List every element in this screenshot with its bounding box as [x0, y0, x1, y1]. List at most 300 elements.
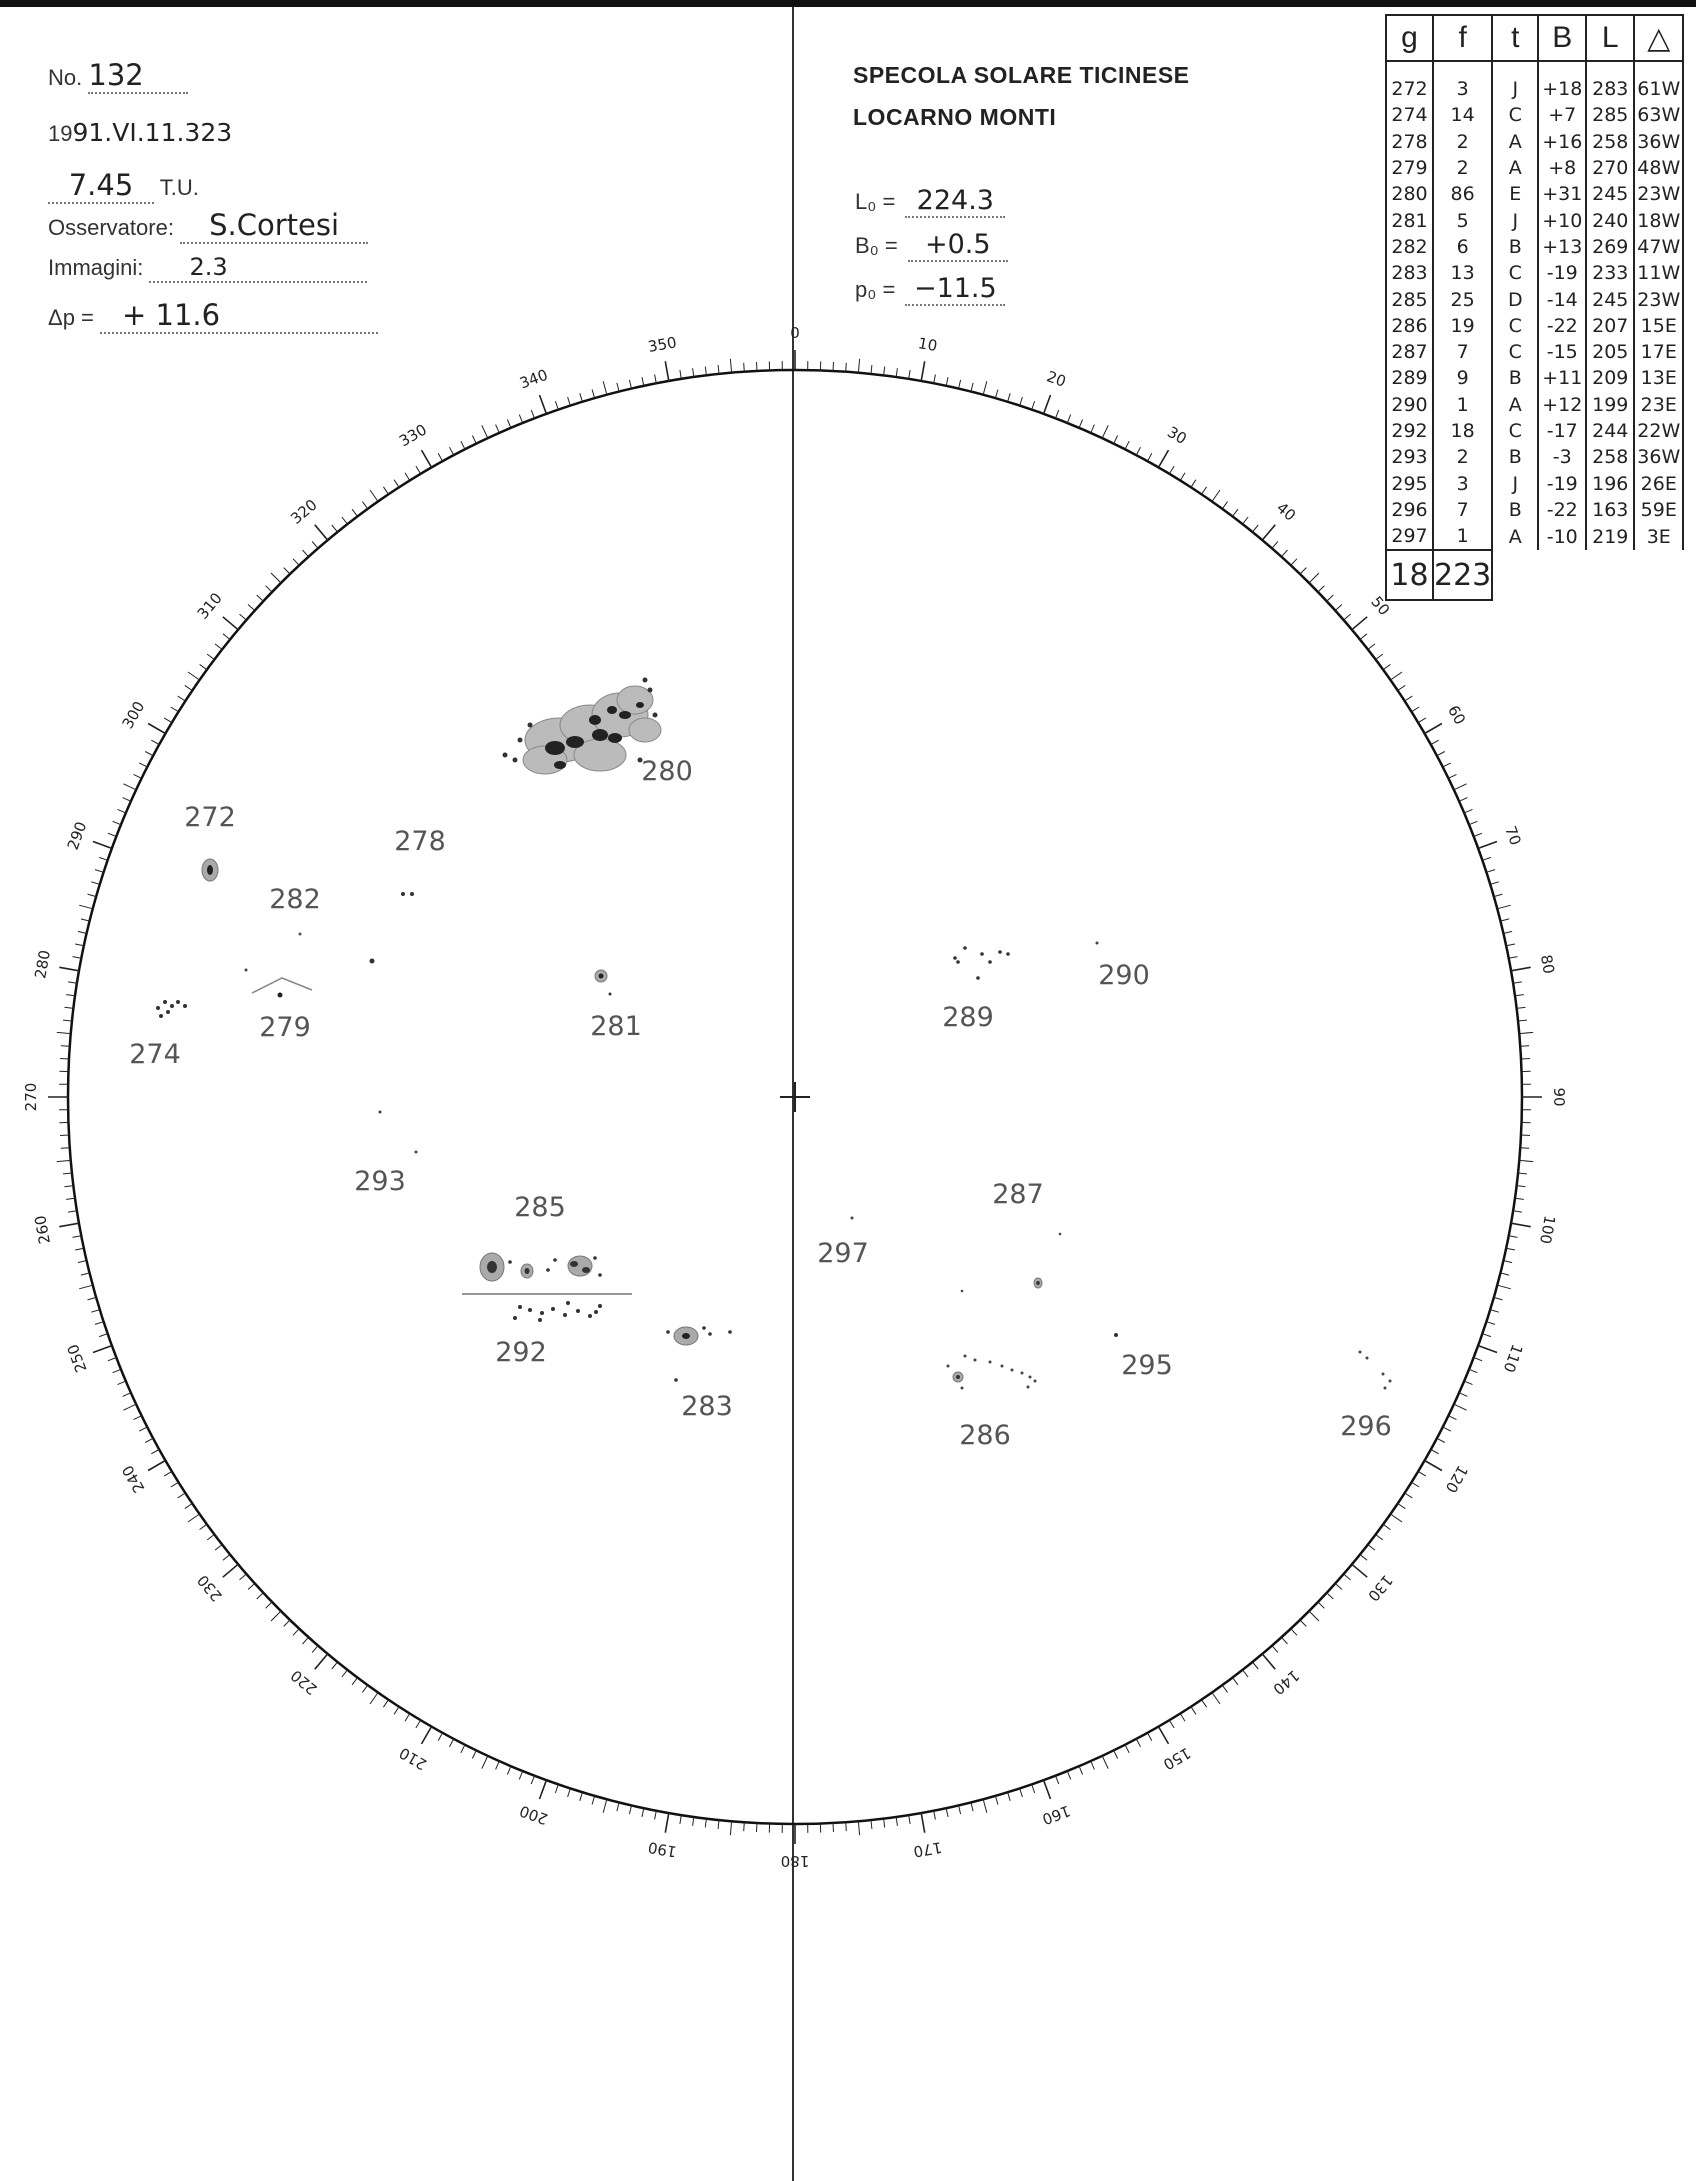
dial-tick — [1344, 1574, 1351, 1580]
dial-tick — [1327, 1593, 1334, 1599]
dial-tick — [1469, 821, 1477, 824]
sunspot-280 — [554, 761, 566, 769]
cell-L: 209 — [1586, 365, 1634, 391]
column-header-L: L — [1586, 15, 1634, 61]
sunspot-289 — [998, 950, 1002, 954]
sunspot-286 — [1021, 1372, 1024, 1375]
dial-tick — [531, 1776, 534, 1784]
dial-tick — [223, 1564, 238, 1577]
dial-label: 130 — [1364, 1571, 1397, 1605]
dial-tick — [93, 1346, 112, 1353]
group-label-292: 292 — [495, 1337, 547, 1368]
dial-tick — [81, 919, 90, 921]
dial-tick — [1486, 870, 1495, 873]
cell-L: 245 — [1586, 286, 1634, 312]
cell-t: A — [1492, 392, 1538, 418]
sunspot-285 — [508, 1260, 512, 1264]
sunspot-285 — [593, 1256, 597, 1260]
sunspot-280 — [653, 713, 658, 718]
dial-tick — [266, 586, 272, 592]
dial-tick — [1360, 1555, 1367, 1561]
observer-label: Osservatore: — [48, 215, 174, 240]
cell-L: 199 — [1586, 392, 1634, 418]
dial-label: 40 — [1273, 498, 1300, 525]
dial-tick — [185, 685, 193, 690]
dial-tick — [983, 1799, 987, 1813]
cell-delta: 23W — [1634, 286, 1683, 312]
dial-tick — [148, 1461, 165, 1471]
sunspot-289 — [963, 946, 967, 950]
cell-t: C — [1492, 313, 1538, 339]
dial-tick — [118, 809, 126, 813]
cell-B: +11 — [1538, 365, 1586, 391]
dial-tick — [1253, 525, 1259, 532]
cell-t: C — [1492, 260, 1538, 286]
dial-tick — [909, 370, 910, 379]
cell-B: -19 — [1538, 470, 1586, 496]
sunspot-280 — [518, 738, 523, 743]
cell-delta: 36W — [1634, 444, 1683, 470]
dial-tick — [858, 359, 859, 373]
date-prefix: 19 — [48, 121, 73, 146]
dial-tick — [580, 393, 583, 402]
dial-label: 260 — [31, 1214, 54, 1246]
dial-tick — [1020, 397, 1023, 406]
dial-label: 230 — [193, 1571, 226, 1605]
group-label-287: 287 — [992, 1179, 1044, 1210]
sunspot-274 — [156, 1006, 160, 1010]
cell-g: 295 — [1386, 470, 1433, 496]
group-label-280: 280 — [641, 756, 693, 787]
dial-tick — [450, 447, 454, 455]
dial-tick — [1448, 774, 1456, 778]
dial-tick — [1091, 1761, 1095, 1769]
date-value: 91.VI.11.323 — [72, 118, 233, 147]
dial-tick — [519, 1771, 522, 1779]
dial-tick — [617, 383, 619, 392]
sunspot-285 — [525, 1268, 530, 1274]
dial-tick — [934, 1811, 936, 1820]
dial-tick — [75, 944, 84, 946]
dial-label: 250 — [63, 1341, 91, 1375]
dial-tick — [1431, 740, 1439, 744]
dial-tick — [99, 857, 108, 860]
dial-tick — [178, 1493, 186, 1498]
dial-tick — [1222, 502, 1227, 509]
dial-tick — [519, 415, 522, 423]
cell-delta: 17E — [1634, 339, 1683, 365]
cell-delta: 63W — [1634, 102, 1683, 128]
cell-B: -3 — [1538, 444, 1586, 470]
dial-tick — [315, 525, 328, 540]
dial-tick — [921, 361, 925, 381]
dial-tick — [1464, 809, 1472, 813]
dial-tick — [79, 905, 93, 909]
cell-L: 285 — [1586, 102, 1634, 128]
dial-tick — [68, 982, 77, 983]
cell-B: -22 — [1538, 313, 1586, 339]
cell-f: 19 — [1433, 313, 1492, 339]
dial-tick — [896, 368, 897, 377]
cell-f: 13 — [1433, 260, 1492, 286]
sunspot-283 — [682, 1333, 690, 1339]
param-label: B₀ = — [855, 233, 898, 258]
dial-label: 90 — [1550, 1087, 1568, 1107]
cell-delta: 22W — [1634, 418, 1683, 444]
cell-delta: 13E — [1634, 365, 1683, 391]
dial-tick — [293, 559, 299, 566]
dial-tick — [1202, 1700, 1207, 1708]
dial-label: 10 — [916, 334, 939, 356]
cell-g: 274 — [1386, 102, 1433, 128]
images-value: 2.3 — [149, 253, 367, 283]
dial-tick — [1448, 1416, 1456, 1420]
cell-delta: 15E — [1634, 313, 1683, 339]
dial-tick — [1159, 450, 1169, 467]
dial-tick — [223, 617, 238, 630]
dial-label: 300 — [118, 698, 149, 732]
dial-tick — [1405, 1493, 1413, 1498]
dial-tick — [1222, 1685, 1227, 1692]
cell-L: 283 — [1586, 61, 1634, 102]
group-label-286: 286 — [959, 1420, 1011, 1451]
dial-tick — [1517, 1007, 1526, 1008]
sunspot-289 — [980, 952, 984, 956]
dial-tick — [540, 395, 547, 414]
dial-tick — [352, 509, 357, 516]
dial-tick — [995, 1796, 998, 1805]
dial-tick — [1443, 1427, 1451, 1431]
cell-L: 258 — [1586, 129, 1634, 155]
sunspot-281 — [609, 993, 612, 996]
dial-tick — [188, 672, 200, 680]
dial-tick — [151, 1450, 159, 1454]
dial-tick — [438, 453, 442, 461]
sunspot-280 — [513, 758, 518, 763]
dial-tick — [871, 1820, 872, 1829]
sunspots — [156, 678, 1392, 1390]
dial-tick — [496, 425, 500, 433]
sunspot-274 — [163, 1000, 167, 1004]
cell-t: A — [1492, 155, 1538, 181]
dial-tick — [1282, 550, 1288, 557]
sunspot-281 — [599, 974, 604, 979]
cell-B: -19 — [1538, 260, 1586, 286]
dial-tick — [1515, 995, 1524, 996]
cell-g: 290 — [1386, 392, 1433, 418]
cell-f: 3 — [1433, 470, 1492, 496]
dial-tick — [178, 696, 186, 701]
sunspot-286 — [956, 1375, 960, 1379]
sunspot-285 — [487, 1261, 497, 1273]
dial-tick — [1398, 685, 1406, 690]
dial-tick — [207, 654, 214, 659]
group-label-290: 290 — [1098, 960, 1150, 991]
dial-tick — [1067, 1771, 1070, 1779]
dial-tick — [63, 1020, 72, 1021]
dial-tick — [482, 425, 488, 438]
cell-t: A — [1492, 129, 1538, 155]
sunspot-287 — [1059, 1233, 1062, 1236]
dial-tick — [185, 1504, 193, 1509]
cell-t: A — [1492, 523, 1538, 550]
dial-tick — [1056, 1776, 1059, 1784]
dial-label: 120 — [1441, 1462, 1472, 1496]
cell-f: 6 — [1433, 234, 1492, 260]
sunspot-286 — [1034, 1380, 1037, 1383]
cell-L: 196 — [1586, 470, 1634, 496]
dial-tick — [95, 870, 104, 873]
dial-tick — [884, 1819, 885, 1828]
dial-tick — [472, 436, 476, 444]
cell-delta: 23W — [1634, 181, 1683, 207]
dial-label: 0 — [790, 324, 800, 342]
sunspot-286 — [1029, 1376, 1032, 1379]
cell-t: C — [1492, 418, 1538, 444]
sunspot-285 — [546, 1268, 550, 1272]
cell-g: 279 — [1386, 155, 1433, 181]
dial-tick — [284, 1620, 290, 1626]
dial-tick — [118, 1381, 126, 1385]
dial-tick — [1309, 573, 1319, 583]
cell-g: 286 — [1386, 313, 1433, 339]
dial-tick — [145, 1438, 153, 1442]
dial-tick — [858, 1821, 859, 1835]
dial-tick — [240, 614, 247, 620]
dial-tick — [1431, 1450, 1439, 1454]
dial-tick — [1454, 1404, 1467, 1410]
sunspot-279 — [278, 993, 283, 998]
sunspot-297 — [851, 1217, 854, 1220]
dial-label: 20 — [1044, 367, 1069, 391]
cell-f: 1 — [1433, 392, 1492, 418]
cell-f: 7 — [1433, 497, 1492, 523]
dial-tick — [1032, 401, 1035, 410]
group-label-272: 272 — [184, 802, 236, 833]
dial-tick — [1412, 1482, 1420, 1487]
dial-tick — [1497, 1285, 1511, 1289]
dial-tick — [171, 707, 179, 712]
dial-tick — [1212, 1693, 1220, 1705]
institution-location: LOCARNO MONTI — [853, 104, 1057, 130]
sunspot-295 — [1114, 1333, 1118, 1337]
dial-tick — [1159, 1727, 1169, 1744]
dial-tick — [139, 763, 147, 767]
dial-tick — [1497, 905, 1511, 909]
cell-B: +10 — [1538, 207, 1586, 233]
sunspot-280 — [643, 678, 648, 683]
dial-tick — [95, 1322, 104, 1325]
dial-tick — [383, 487, 388, 495]
dial-label: 320 — [287, 495, 321, 528]
dial-label: 240 — [118, 1462, 149, 1496]
sunspot-292 — [518, 1305, 522, 1309]
sunspot-289 — [1006, 952, 1010, 956]
cell-B: -17 — [1538, 418, 1586, 444]
dial-label: 30 — [1164, 422, 1190, 448]
dial-tick — [718, 1820, 719, 1829]
dial-tick — [1509, 957, 1518, 959]
cell-f: 1 — [1433, 523, 1492, 550]
dial-tick — [1494, 894, 1503, 897]
dial-tick — [1383, 1524, 1390, 1529]
cell-g: 289 — [1386, 365, 1433, 391]
dial-tick — [139, 1427, 147, 1431]
cell-g: 272 — [1386, 61, 1433, 102]
number-value: 132 — [88, 58, 188, 94]
group-label-279: 279 — [259, 1012, 311, 1043]
dial-tick — [1020, 1788, 1023, 1797]
dial-tick — [78, 931, 87, 933]
dial-label: 340 — [517, 365, 551, 393]
dial-tick — [1518, 1173, 1527, 1174]
dial-tick — [1513, 1211, 1522, 1212]
dial-tick — [1486, 1322, 1495, 1325]
dial-tick — [332, 525, 338, 532]
cell-f: 7 — [1433, 339, 1492, 365]
dial-tick — [61, 1046, 70, 1047]
sunspot-289 — [953, 956, 957, 960]
sunspot-296 — [1366, 1357, 1369, 1360]
dial-tick — [655, 375, 657, 384]
dial-tick — [1506, 944, 1515, 946]
dial-tick — [60, 1135, 69, 1136]
dial-tick — [718, 365, 719, 374]
dial-tick — [1515, 1198, 1524, 1199]
dial-tick — [1459, 798, 1467, 802]
cell-g: 280 — [1386, 181, 1433, 207]
dial-tick — [946, 377, 948, 386]
cell-f: 5 — [1433, 207, 1492, 233]
dial-tick — [240, 1574, 247, 1580]
dial-label: 330 — [396, 420, 430, 451]
cell-B: +31 — [1538, 181, 1586, 207]
cell-L: 244 — [1586, 418, 1634, 444]
dial-tick — [568, 1788, 571, 1797]
dial-tick — [312, 542, 318, 549]
sunspot-274 — [183, 1004, 187, 1008]
dial-tick — [73, 957, 82, 959]
dial-tick — [1114, 436, 1118, 444]
dial-tick — [1291, 1629, 1297, 1636]
cell-t: C — [1492, 102, 1538, 128]
dial-tick — [1443, 763, 1451, 767]
cell-f: 14 — [1433, 102, 1492, 128]
dial-tick — [383, 1700, 388, 1708]
dial-tick — [629, 380, 631, 389]
sunspot-289 — [956, 960, 960, 964]
dial-tick — [394, 480, 399, 488]
dial-tick — [1513, 982, 1522, 983]
dial-tick — [1335, 605, 1342, 611]
cell-B: +12 — [1538, 392, 1586, 418]
cell-g: 285 — [1386, 286, 1433, 312]
cell-g: 278 — [1386, 129, 1433, 155]
sunspot-292 — [566, 1301, 570, 1305]
dial-tick — [1503, 1261, 1512, 1263]
dial-tick — [971, 1802, 973, 1811]
number-prefix: No. — [48, 65, 83, 90]
dial-tick — [1282, 1637, 1288, 1644]
dial-tick — [1474, 1358, 1482, 1361]
cell-L: 205 — [1586, 339, 1634, 365]
cell-delta: 18W — [1634, 207, 1683, 233]
param-label: L₀ = — [855, 189, 896, 214]
cell-B: -14 — [1538, 286, 1586, 312]
dial-tick — [1490, 882, 1499, 885]
group-label-285: 285 — [514, 1192, 566, 1223]
param-label: p₀ = — [855, 277, 896, 302]
dial-tick — [370, 490, 378, 502]
dial-label: 160 — [1039, 1801, 1073, 1829]
sunspot-293 — [415, 1151, 418, 1154]
dial-tick — [730, 359, 731, 373]
cell-f: 2 — [1433, 155, 1492, 181]
dial-tick — [145, 752, 153, 756]
dial-tick — [65, 1007, 74, 1008]
param-value: 224.3 — [905, 185, 1005, 218]
dial-tick — [568, 397, 571, 406]
dial-tick — [1318, 1602, 1324, 1608]
dial-tick — [148, 724, 165, 734]
dial-tick — [921, 1813, 925, 1833]
dial-tick — [1125, 1745, 1129, 1753]
dial-tick — [293, 1629, 299, 1636]
sunspot-296 — [1359, 1351, 1362, 1354]
dial-tick — [1212, 490, 1220, 502]
sunspot-280 — [619, 711, 631, 719]
sunspot-280 — [545, 741, 565, 755]
dial-tick — [833, 362, 834, 371]
dial-tick — [1202, 487, 1207, 495]
dial-tick — [1520, 1148, 1529, 1149]
sunspot-292 — [538, 1318, 542, 1322]
dial-tick — [555, 401, 558, 410]
cell-delta: 47W — [1634, 234, 1683, 260]
dial-tick — [1008, 393, 1011, 402]
dial-tick — [1391, 1514, 1403, 1522]
dial-tick — [1437, 752, 1445, 756]
dial-label: 80 — [1536, 953, 1558, 976]
dial-label: 290 — [63, 819, 91, 853]
dial-tick — [1454, 784, 1467, 790]
dial-tick — [405, 1714, 410, 1722]
dial-tick — [665, 1813, 669, 1833]
dial-tick — [482, 1756, 488, 1769]
dial-tick — [693, 1817, 694, 1826]
dial-tick — [1079, 420, 1083, 428]
sunspot-274 — [170, 1004, 174, 1008]
images-label: Immagini: — [48, 255, 144, 280]
cell-g: 292 — [1386, 418, 1433, 444]
dial-label: 350 — [646, 333, 678, 356]
cell-f: 25 — [1433, 286, 1492, 312]
dial-tick — [603, 381, 607, 395]
cell-t: D — [1492, 286, 1538, 312]
dial-label: 220 — [287, 1666, 321, 1699]
dial-tick — [896, 1817, 897, 1826]
sunspot-292 — [576, 1309, 580, 1313]
cell-g: 283 — [1386, 260, 1433, 286]
dial-tick — [1511, 967, 1531, 971]
dial-tick — [959, 1805, 961, 1814]
cell-t: E — [1492, 181, 1538, 207]
dial-tick — [757, 1823, 758, 1832]
dial-tick — [1405, 696, 1413, 701]
dial-tick — [642, 1808, 644, 1817]
dial-tick — [934, 375, 936, 384]
dial-tick — [472, 1750, 476, 1758]
